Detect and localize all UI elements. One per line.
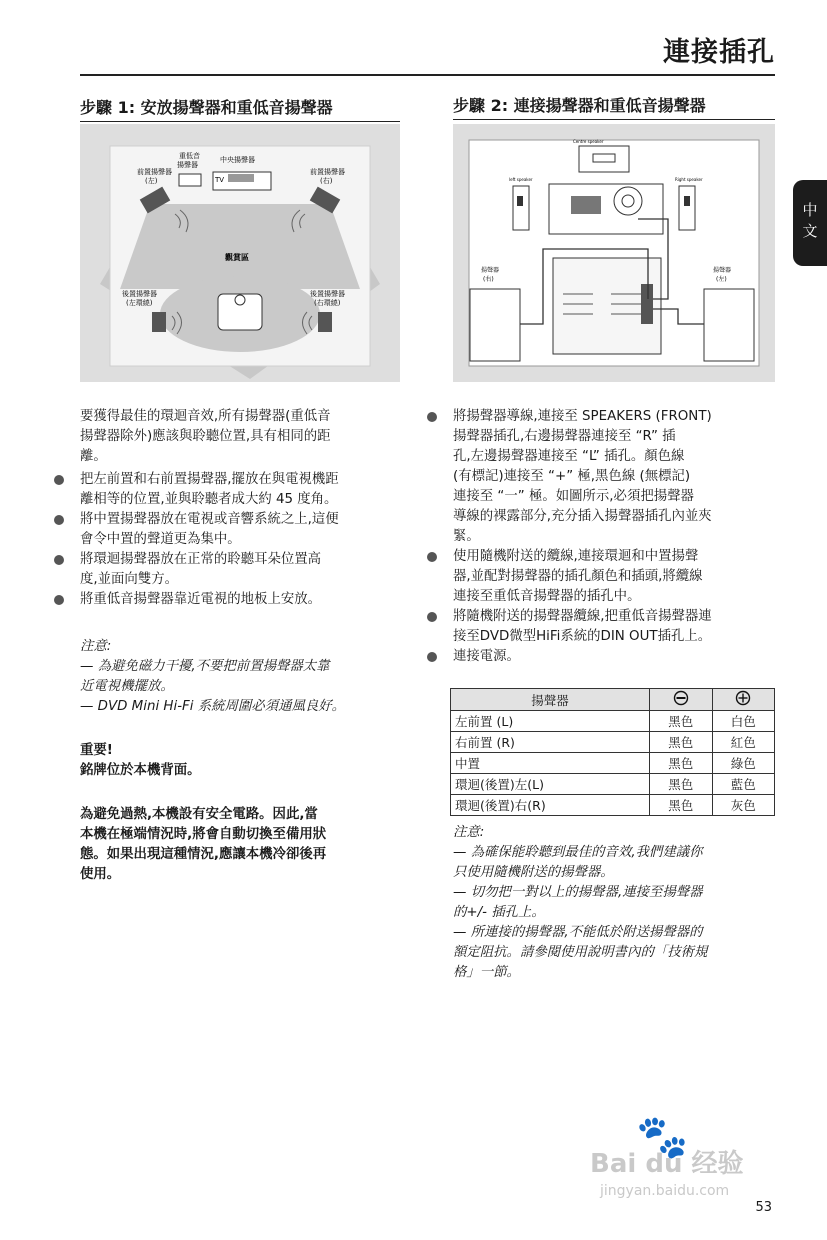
note-label: 注意: [453, 825, 485, 840]
list-item: 連接電源。 [453, 647, 783, 667]
label-subwoofer: 重低音 [179, 152, 200, 160]
table-row: 左前置 (L) 黑色 白色 [451, 711, 775, 732]
watermark-url[interactable]: jingyan.baidu.com [600, 1183, 730, 1199]
label-rear-right-sub: (右環繞) [314, 299, 341, 307]
overheat-warning: 為避免過熱,本機設有安全電路。因此,當 本機在極端情況時,將會自動切換至備用狀 態。如果出現這種情況,應讓本機冷卻後再 使用。 [80, 807, 327, 882]
list-item: 將重低音揚聲器靠近電視的地板上安放。 [80, 590, 410, 610]
left-satellite-speaker [513, 186, 529, 230]
table-row: 環迴(後置)右(R) 黑色 灰色 [451, 795, 775, 816]
paw-icon: 🐾 [636, 1112, 689, 1161]
table-row: 環迴(後置)左(L) 黑色 藍色 [451, 774, 775, 795]
bullet-icon [427, 652, 437, 662]
list-item: 將揚聲器導線,連接至 SPEAKERS (FRONT) 揚聲器插孔,右邊揚聲器連接至 “R” 插 孔,左邊揚聲器連接至 “L” 插孔。顏色線 (有標記)連接至 “+” 極,黑色線 (無標記) 連接至 “一” 極。如圖所示,必須把揚聲器 導線的裸露部分,充分插入揚聲器插孔內並夾 緊。 [453, 407, 783, 547]
label-center: 中央揚聲器 [220, 156, 255, 164]
label-centre: Centre speaker [573, 139, 604, 144]
label-rear-right: 後置揚聲器 [310, 290, 345, 298]
list-item: 將環迴揚聲器放在正常的聆聽耳朵位置高 度,並面向雙方。 [80, 550, 410, 590]
list-item: 把左前置和右前置揚聲器,擺放在與電視機距 離相等的位置,並與聆聽者成大約 45 度角。 [80, 470, 410, 510]
label-speaker-left: 揚聲器 [713, 267, 732, 274]
label-viewing-area: 觀賞區 [225, 253, 249, 262]
label-front-left-sub: (左) [145, 177, 158, 185]
subwoofer-terminals [571, 196, 601, 214]
centre-speaker [579, 146, 629, 172]
table-header-row [451, 689, 775, 711]
left-notes: 注意: — 為避免磁力干擾,不要把前置揚聲器太靠 近電視機擺放。 — DVD Mini Hi-Fi 系統周圍必須通風良好。 [80, 637, 410, 717]
placement-diagram [80, 124, 400, 382]
front-left-speaker [704, 289, 754, 361]
bullet-icon [54, 475, 64, 485]
front-right-speaker [470, 289, 520, 361]
bullet-icon [427, 412, 437, 422]
label-tv: TV [215, 176, 225, 184]
label-front-left: 前置揚聲器 [137, 168, 172, 176]
right-notes: 注意: — 為確保能聆聽到最佳的音效,我們建議你 只使用隨機附送的揚聲器。 — 切勿把一對以上的揚聲器,連接至揚聲器 的+/- 插孔上。 — 所連接的揚聲器,不能低於附送揚聲器的 額定阻抗。請參閱使用說明書內的「技術規 格」一節。 [453, 823, 783, 983]
intro-line: 要獲得最佳的環迴音效,所有揚聲器(重低音 [80, 409, 331, 424]
list-item: 將中置揚聲器放在電視或音響系統之上,這便 會令中置的聲道更為集中。 [80, 510, 410, 550]
table-row: 中置 黑色 綠色 [451, 753, 775, 774]
minus-icon [650, 689, 713, 711]
speaker-connection-figure [453, 124, 775, 382]
step2-heading: 步驟 2: 連接揚聲器和重低音揚聲器 [453, 93, 775, 120]
label-subwoofer-2: 揚聲器 [177, 161, 198, 169]
important-label: 重要! [80, 743, 113, 758]
label-front-right: 前置揚聲器 [310, 168, 345, 176]
intro-line: 揚聲器除外)應該與聆聽位置,具有相同的距 [80, 429, 331, 444]
speaker-placement-figure [80, 124, 400, 382]
step1-heading: 步驟 1: 安放揚聲器和重低音揚聲器 [80, 95, 400, 122]
label-speaker-left-sub: (左) [716, 276, 727, 283]
label-speaker-right-sub: (右) [483, 276, 494, 283]
label-rear-left-sub: (左環繞) [126, 299, 153, 307]
rear-left-speaker [152, 312, 166, 332]
page-number: 53 [755, 1200, 772, 1215]
note-label: 注意: [80, 639, 112, 654]
list-item: 將隨機附送的揚聲器纜線,把重低音揚聲器連 接至DVD微型HiFi系統的DIN OUT插孔上。 [453, 607, 783, 647]
intro-paragraph [80, 407, 410, 467]
watermark-brand: Bai du 经验 [590, 1149, 744, 1179]
table-row: 右前置 (R) 黑色 紅色 [451, 732, 775, 753]
right-satellite-speaker [679, 186, 695, 230]
label-front-right-sub: (右) [320, 177, 333, 185]
connection-bullet-list [453, 407, 783, 667]
label-rear-left: 後置揚聲器 [122, 290, 157, 298]
bullet-icon [427, 612, 437, 622]
bullet-icon [54, 595, 64, 605]
plus-icon [712, 689, 775, 711]
speaker-jacks [641, 284, 653, 324]
header-rule [80, 74, 775, 76]
subwoofer-unit [549, 184, 663, 234]
language-tab[interactable]: 中文 [793, 180, 827, 266]
important-block [80, 741, 410, 781]
label-right-speaker: Right speaker [675, 177, 703, 182]
intro-line: 離。 [80, 449, 107, 464]
center-speaker [228, 174, 254, 182]
bullet-icon [54, 515, 64, 525]
list-item: 使用隨機附送的纜線,連接環迴和中置揚聲 器,並配對揚聲器的插孔顏色和插頭,將纜線 連接至重低音揚聲器的插孔中。 [453, 547, 783, 607]
table-header-speaker: 揚聲器 [451, 689, 650, 711]
important-text: 銘牌位於本機背面。 [80, 763, 201, 778]
bullet-icon [427, 552, 437, 562]
subwoofer-speaker [179, 174, 201, 186]
listener-icon [235, 295, 245, 305]
rear-right-speaker [318, 312, 332, 332]
label-speaker-right: 揚聲器 [481, 267, 500, 274]
label-left-speaker: left speaker [509, 177, 533, 182]
page-title: 連接插孔 [663, 37, 775, 68]
bullet-icon [54, 555, 64, 565]
placement-bullet-list [80, 470, 410, 610]
speaker-color-table [450, 688, 775, 816]
connection-diagram [453, 124, 775, 382]
